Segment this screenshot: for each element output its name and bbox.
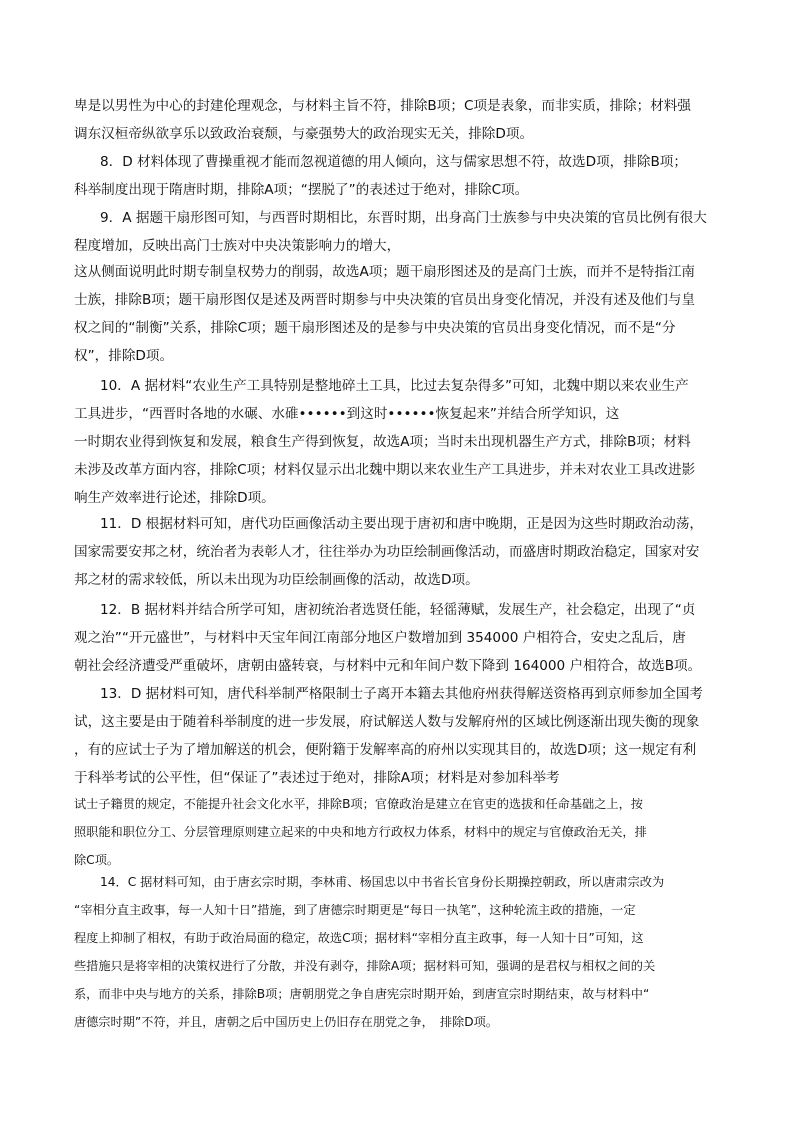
text-line: 一时期农业得到恢复和发展，粮食生产得到恢复，故选A项；当时未出现机器生产方式，排除B项；材料 (74, 434, 691, 450)
text-line: 调东汉桓帝纵欲享乐以致政治衰颓，与豪强势大的政治现实无关，排除D项。 (74, 126, 534, 142)
text-line: 工具进步，“西晋时各地的水碾、水碓••••••到这时••••••恢复起来”并结合所学知识，这 (74, 406, 620, 422)
text-line: 卑是以男性为中心的封建伦理观念，与材料主旨不符，排除B项；C项是表象，而非实质，排除；材料强 (74, 98, 691, 114)
text-line: 响生产效率进行论述，排除D项。 (74, 490, 275, 506)
text-line: 些措施只是将宰相的决策权进行了分散，并没有剥夺，排除A项；据材料可知，强调的是君权与相权之间的关 (74, 959, 656, 973)
text-line: 士族，排除B项；题干扇形图仅是述及两晋时期参与中央决策的官员出身变化情况，并没有述及他们与皇 (74, 292, 696, 308)
answer-9 (74, 204, 722, 260)
text-line: 12．B 据材料并结合所学可知，唐初统治者选贤任能，轻徭薄赋，发展生产，社会稳定，出现了“贞 (100, 602, 696, 618)
text-line: 观之治”“开元盛世”，与材料中天宝年间江南部分地区户数增加到 354000 户相符合，安史之乱后，唐 (74, 630, 686, 646)
text-line: 这从侧面说明此时期专制皇权势力的削弱，故选A项；题干扇形图述及的是高门士族，而并不是特指江南 (74, 264, 696, 280)
text-line: “宰相分直主政事，每一人知十日”措施，到了唐德宗时期更是“每日一执笔”，这种轮流主政的措施，一定 (74, 903, 636, 917)
text-line: 试士子籍贯的规定，不能提升社会文化水平，排除B项；官僚政治是建立在官吏的选拔和任命基础之上，按 (74, 797, 643, 811)
text-line: 于科举考试的公平性，但“保证了”表述过于绝对，排除A项；材料是对参加科举考 (74, 770, 560, 786)
text-line: 系，而非中央与地方的关系，排除B项；唐朝朋党之争自唐宪宗时期开始，到唐宣宗时期结束，故与材料中“ (74, 987, 650, 1001)
text-line: 朝社会经济遭受严重破坏，唐朝由盛转衰，与材料中元和年间户数下降到 164000 户相符合，故选B项。 (74, 658, 702, 674)
text-line: 科举制度出现于隋唐时期，排除A项；“摆脱了”的表述过于绝对，排除C项。 (74, 182, 529, 198)
text-line: 邦之材的需求较低，所以未出现为功臣绘制画像的活动，故选D项。 (74, 572, 479, 588)
text-line: 照职能和职位分工、分层管理原则建立起来的中央和地方行政权力体系，材料中的规定与官僚政治无关，排 (74, 825, 647, 839)
text-line: 程度上抑制了相权，有助于政治局面的稳定，故选C项；据材料“宰相分直主政事，每一人知十日”可知，这 (74, 931, 644, 945)
text-line: 唐德宗时期”不符，并且，唐朝之后中国历史上仍旧存在朋党之争， 排除D项。 (74, 1015, 498, 1029)
text-line: 权”，排除D项。 (74, 348, 174, 364)
text-line: 9．A 据题干扇形图可知，与西晋时期相比，东晋时期，出身高门士族参与中央决策的官员比例有很大 (100, 210, 707, 226)
text-line: 试，这主要是由于随着科举制度的进一步发展，府试解送人数与发解府州的区域比例逐渐出现失衡的现象 (74, 714, 700, 730)
text-line: 未涉及改革方面内容，排除C项；材料仅显示出北魏中期以来农业生产工具进步，并未对农业工具改进影 (74, 462, 696, 478)
answer-12 (74, 596, 722, 680)
answer-11 (74, 510, 722, 594)
answer-14 (74, 868, 722, 1036)
text-line: 10．A 据材料“农业生产工具特别是整地碎土工具，比过去复杂得多”可知，北魏中期以来农业生产 (100, 378, 689, 394)
text-line: 除C项。 (74, 853, 120, 867)
text-line: 权之间的“制衡”关系，排除C项；题干扇形图述及的是参与中央决策的官员出身变化情况，而不是“分 (74, 320, 676, 336)
text-line: 国家需要安邦之材，统治者为表彰人才，往往举办为功臣绘制画像活动，而盛唐时期政治稳定，国家对安 (74, 544, 700, 560)
paragraph-continuation (74, 92, 722, 148)
text-line: 程度增加，反映出高门士族对中央决策影响力的增大， (74, 238, 401, 254)
text-line: 14．C 据材料可知，由于唐玄宗时期，李林甫、杨国忠以中书省长官身份长期操控朝政，所以唐肃宗改为 (100, 875, 665, 889)
text-line: 11．D 根据材料可知，唐代功臣画像活动主要出现于唐初和唐中晚期，正是因为这些时期政治动荡， (100, 516, 704, 532)
answer-8 (74, 148, 722, 204)
text-line: 8．D 材料体现了曹操重视才能而忽视道德的用人倾向，这与儒家思想不符，故选D项，排除B项； (100, 154, 687, 170)
answer-13-continued (74, 790, 722, 874)
text-line: ，有的应试士子为了增加解送的机会，便附籍于发解率高的府州以实现其目的，故选D项；这一规定有利 (74, 742, 697, 758)
answer-13 (74, 680, 722, 792)
answer-10 (74, 372, 722, 512)
answer-9-continued (74, 258, 722, 370)
text-line: 13．D 据材料可知，唐代科举制严格限制士子离开本籍去其他府州获得解送资格再到京师参加全国考 (100, 686, 704, 702)
